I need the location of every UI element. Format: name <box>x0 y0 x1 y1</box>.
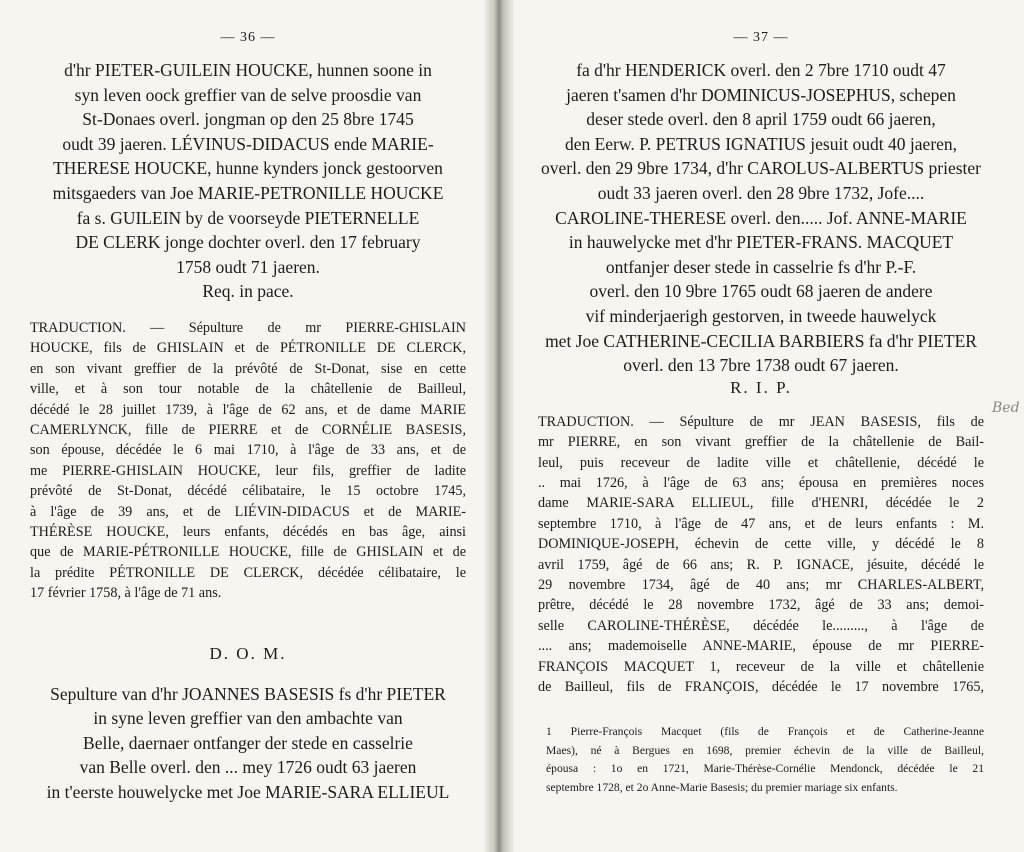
epitaph-line: overl. den 29 9bre 1734, d'hr CAROLUS-ALBERTUS priester <box>540 158 982 179</box>
epitaph-line: ontfanjer deser stede in casselrie fs d'hr P.-F. <box>605 256 917 277</box>
epitaph-line: van Belle overl. den ... mey 1726 oudt 63 jaeren <box>79 757 417 778</box>
epitaph-line: in syne leven greffier van den ambachte van <box>93 708 403 729</box>
epitaph-line: den Eerw. P. PETRUS IGNATIUS jesuit oudt 40 jaeren, <box>564 133 958 154</box>
epitaph-line: oudt 39 jaeren. LÉVINUS-DIDACUS ende MARIE- <box>62 133 434 154</box>
translation-line: TRADUCTION. — Sépulture de mr JEAN BASESIS, fils de <box>538 413 984 430</box>
translation-line: 17 février 1758, à l'âge de 71 ans. <box>30 585 222 602</box>
epitaph-line: THERESE HOUCKE, hunne kynders jonck gestoorven <box>53 158 443 179</box>
translation-french-left <box>30 318 466 604</box>
epitaph-line: overl. den 10 9bre 1765 oudt 68 jaeren de andere <box>589 281 933 302</box>
footnote-line: Maes), né à Bergues en 1698, premier échevin de la ville de Bailleul, <box>546 743 984 757</box>
translation-line: .... ans; mademoiselle ANNE-MARIE, épouse de mr PIERRE- <box>538 638 984 655</box>
translation-line: en son vivant greffier de la prévôté de St-Donat, sise en cette <box>30 360 466 377</box>
left-page <box>0 0 488 852</box>
epitaph-line: fa s. GUILEIN by de voorseyde PIETERNELLE <box>76 207 420 228</box>
epitaph-line: Sepulture van d'hr JOANNES BASESIS fs d'hr PIETER <box>50 683 446 704</box>
translation-line: me PIERRE-GHISLAIN HOUCKE, leur fils, greffier de ladite <box>30 462 466 479</box>
epitaph-line: deser stede overl. den 8 april 1759 oudt 66 jaeren, <box>586 109 936 130</box>
epitaph-line: St-Donaes overl. jongman op den 25 8bre 1745 <box>82 109 414 130</box>
epitaph-line: vif minderjaerigh gestorven, in tweede hauwelyck <box>585 305 937 326</box>
epitaph-line: in t'eerste houwelycke met Joe MARIE-SARA ELLIEUL <box>46 782 450 802</box>
translation-line: dame MARIE-SARA ELLIEUL, fille d'HENRI, décédée le 2 <box>538 495 984 512</box>
translation-line: que de MARIE-PÉTRONILLE HOUCKE, fille de GHISLAIN et de <box>30 544 466 561</box>
epitaph-line: oudt 33 jaeren overl. den 28 9bre 1732, Jofe.... <box>597 182 925 203</box>
translation-line: avril 1759, âgé de 66 ans; R. P. IGNACE, jésuite, décédé le <box>538 556 984 573</box>
translation-line: la prédite PÉTRONILLE DE CLERCK, décédée célibataire, le <box>30 564 466 581</box>
footnote-line: 1 Pierre-François Macquet (fils de François et de Catherine-Jeanne <box>546 725 984 739</box>
epitaph-line: Belle, daernaer ontfanger der stede en casselrie <box>83 732 413 753</box>
dom-heading: D. O. M. <box>209 643 287 663</box>
translation-line: mr PIERRE, en son vivant greffier de la châtellenie de Bail- <box>538 434 984 451</box>
epitaph-line: syn leven oock greffier van de selve proosdie van <box>74 84 422 105</box>
epitaph-line: jaeren t'samen d'hr DOMINICUS-JOSEPHUS, schepen <box>566 84 956 105</box>
margin-note: Bed <box>992 400 1020 416</box>
translation-line: THÉRÈSE HOUCKE, leurs enfants, décédés en bas âge, ainsi <box>30 524 466 540</box>
translation-line: son épouse, décédée le 6 mai 1710, à l'âge de 33 ans, et de <box>30 442 466 459</box>
epitaph-basesis <box>30 682 466 805</box>
epitaph-line: CAROLINE-THERESE overl. den..... Jof. ANNE-MARIE <box>555 207 967 228</box>
epitaph-line: met Joe CATHERINE-CECILIA BARBIERS fa d'hr PIETER <box>545 330 977 351</box>
translation-line: .. mai 1726, à l'âge de 63 ans; épousa en premières noces <box>538 474 984 491</box>
page-number-left: — 36 — <box>220 30 276 45</box>
footnote <box>538 723 984 797</box>
footnote-line: septembre 1728, et 2o Anne-Marie Basesis; du premier mariage six enfants. <box>546 780 898 794</box>
translation-line: 29 novembre 1734, âgé de 40 ans; mr CHARLES-ALBERT, <box>538 576 984 593</box>
epitaph-line: d'hr PIETER-GUILEIN HOUCKE, hunnen soone in <box>64 60 432 80</box>
epitaph-line: overl. den 13 7bre 1738 oudt 67 jaeren. <box>623 355 899 376</box>
translation-line: de Bailleul, fils de FRANÇOIS, décédée le 17 novembre 1765, <box>538 679 984 695</box>
translation-line: DOMINIQUE-JOSEPH, échevin de cette ville, y décédé le 8 <box>538 536 984 553</box>
translation-line: selle CAROLINE-THÉRÈSE, décédée le........., à l'âge de <box>538 617 984 634</box>
translation-line: décédé le 28 juillet 1739, à l'âge de 62 ans, et de dame MARIE <box>30 401 466 418</box>
page-number-right: — 37 — <box>733 30 789 45</box>
epitaph-line: fa d'hr HENDERICK overl. den 2 7bre 1710 oudt 47 <box>576 60 946 80</box>
book-gutter <box>484 0 514 852</box>
epitaph-line: mitsgaeders van Joe MARIE-PETRONILLE HOUCKE <box>52 182 444 203</box>
translation-french-right <box>538 412 984 698</box>
epitaph-flemish-left <box>30 58 466 304</box>
epitaph-line: in hauwelycke met d'hr PIETER-FRANS. MACQUET <box>568 232 954 253</box>
translation-line: HOUCKE, fils de GHISLAIN et de PÉTRONILLE DE CLERCK, <box>30 340 466 357</box>
translation-line: prévôté de St-Donat, décédé célibataire, le 15 octobre 1745, <box>30 483 466 500</box>
footnote-line: épousa : 1o en 1721, Marie-Thérèse-Cornélie Mendonck, décédée le 21 <box>546 762 984 776</box>
translation-line: CAMERLYNCK, fille de PIERRE et de CORNÉLIE BASESIS, <box>30 421 466 438</box>
translation-line: à l'âge de 39 ans, et de LIÉVIN-DIDACUS et de MARIE- <box>30 503 466 520</box>
translation-line: septembre 1710, à l'âge de 47 ans, et de leurs enfants : M. <box>538 515 984 532</box>
translation-line: TRADUCTION. — Sépulture de mr PIERRE-GHISLAIN <box>30 319 466 336</box>
right-page <box>512 0 1024 852</box>
epitaph-flemish-right <box>538 58 984 378</box>
epitaph-line: DE CLERK jonge dochter overl. den 17 february <box>75 232 421 253</box>
translation-line: leul, puis receveur de ladite ville et châtellenie, décédé le <box>538 454 984 471</box>
epitaph-line: 1758 oudt 71 jaeren. <box>176 256 320 277</box>
epitaph-line: Req. in pace. <box>202 281 294 302</box>
translation-line: FRANÇOIS MACQUET 1, receveur de la ville et châtellenie <box>538 658 984 675</box>
rip-line: R. I. P. <box>730 377 792 397</box>
translation-line: prêtre, décédé le 28 novembre 1732, âgé de 33 ans; demoi- <box>538 597 984 614</box>
translation-line: ville, et à son tour notable de la châtellenie de Bailleul, <box>30 381 466 398</box>
